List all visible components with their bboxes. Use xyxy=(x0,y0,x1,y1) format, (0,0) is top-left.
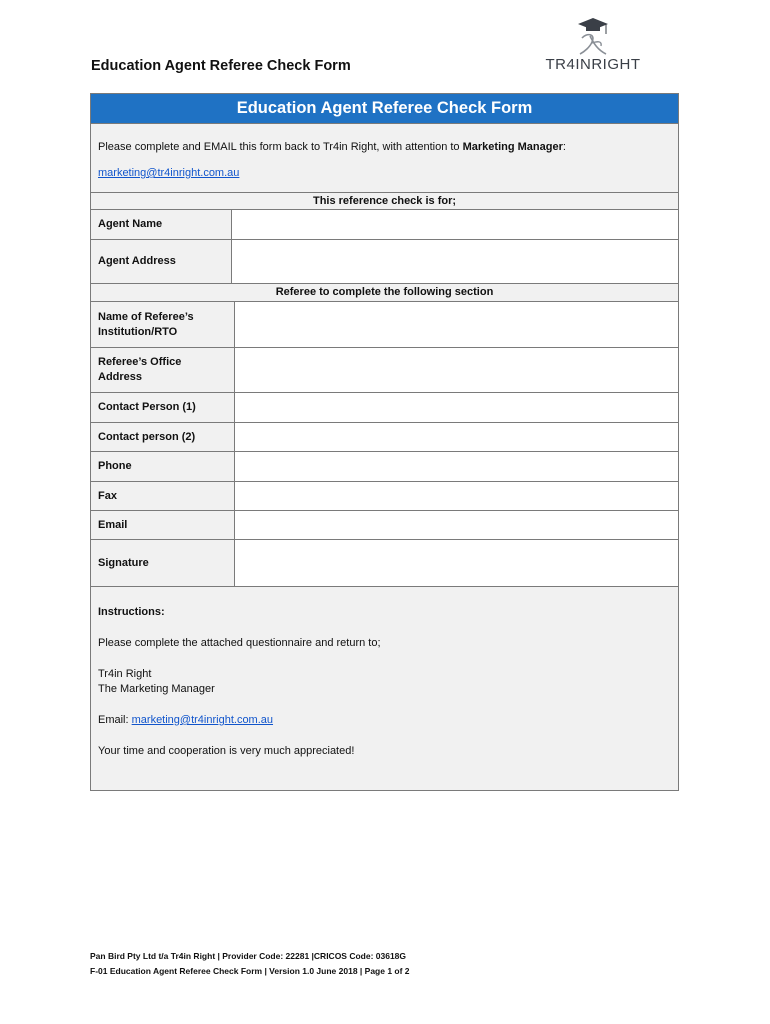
page-footer xyxy=(90,949,410,979)
instructions-line: Please complete the attached questionnaire and return to; xyxy=(98,637,381,649)
section-heading-reference: This reference check is for; xyxy=(91,192,678,209)
mortarboard-logo-icon xyxy=(538,14,648,58)
closing-text: Your time and cooperation is very much appreciated! xyxy=(98,745,355,757)
field-row-email xyxy=(91,510,678,539)
field-row-contact-person-2 xyxy=(91,422,678,451)
field-label: Fax xyxy=(91,482,234,510)
phone-field[interactable] xyxy=(234,452,678,481)
referee-check-form xyxy=(90,93,679,791)
field-row-agent-address xyxy=(91,239,678,283)
signature-field[interactable] xyxy=(234,540,678,586)
contact-person-2-field[interactable] xyxy=(234,423,678,451)
page-title: Education Agent Referee Check Form xyxy=(91,58,351,74)
referee-office-address-field[interactable] xyxy=(234,348,678,392)
intro-prefix: Please complete and EMAIL this form back to Tr4in Right, with attention to xyxy=(98,141,463,153)
form-intro xyxy=(91,124,678,192)
intro-recipient: Marketing Manager xyxy=(462,141,563,153)
field-label: Referee’s Office Address xyxy=(91,348,234,392)
field-label: Name of Referee’s Institution/RTO xyxy=(91,302,234,347)
field-row-phone xyxy=(91,451,678,481)
field-label: Agent Name xyxy=(91,210,231,239)
agent-name-field[interactable] xyxy=(231,210,678,239)
intro-text xyxy=(98,140,671,155)
return-email xyxy=(98,713,671,728)
footer-company-line: Pan Bird Pty Ltd t/a Tr4in Right | Provider Code: 22281 |CRICOS Code: 03618G xyxy=(90,951,407,961)
instructions-block xyxy=(91,586,678,790)
referee-institution-field[interactable] xyxy=(234,302,678,347)
field-row-signature xyxy=(91,539,678,586)
footer-document-line: F-01 Education Agent Referee Check Form | Version 1.0 June 2018 | Page 1 of 2 xyxy=(90,966,410,976)
instructions-heading: Instructions: xyxy=(98,606,165,618)
email-field[interactable] xyxy=(234,511,678,539)
field-row-referee-institution xyxy=(91,301,678,347)
agent-address-field[interactable] xyxy=(231,240,678,283)
return-person: The Marketing Manager xyxy=(98,683,215,695)
field-row-referee-office-address xyxy=(91,347,678,392)
field-label: Email xyxy=(91,511,234,539)
return-address xyxy=(98,667,671,697)
intro-email-link[interactable]: marketing@tr4inright.com.au xyxy=(98,167,240,179)
intro-suffix: : xyxy=(562,141,566,153)
field-label: Contact person (2) xyxy=(91,423,234,451)
logo-wordmark: TR4INRIGHT xyxy=(545,56,641,73)
return-org: Tr4in Right xyxy=(98,668,152,680)
contact-person-1-field[interactable] xyxy=(234,393,678,422)
field-label: Phone xyxy=(91,452,234,481)
return-email-link[interactable]: marketing@tr4inright.com.au xyxy=(131,714,274,726)
return-email-label: Email: xyxy=(98,714,132,726)
field-row-fax xyxy=(91,481,678,510)
field-label: Contact Person (1) xyxy=(91,393,234,422)
company-logo xyxy=(538,14,648,76)
field-row-contact-person-1 xyxy=(91,392,678,422)
field-label: Signature xyxy=(91,540,234,586)
fax-field[interactable] xyxy=(234,482,678,510)
field-row-agent-name xyxy=(91,209,678,239)
field-label: Agent Address xyxy=(91,240,231,283)
form-banner-title: Education Agent Referee Check Form xyxy=(91,94,678,124)
section-heading-referee: Referee to complete the following section xyxy=(91,283,678,301)
